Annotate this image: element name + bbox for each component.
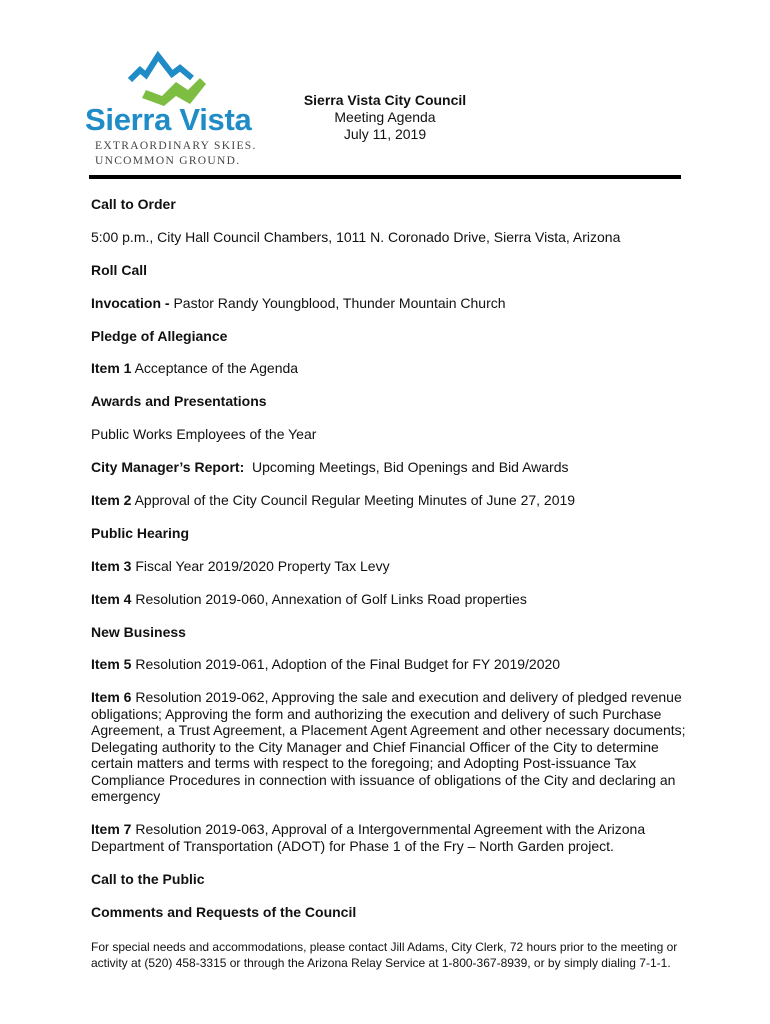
call-to-public-heading: Call to the Public: [91, 870, 205, 887]
agenda-body: [91, 196, 691, 936]
agenda-item-2: Item 2 Approval of the City Council Regular Meeting Minutes of June 27, 2019: [91, 492, 576, 509]
agenda-item-6: Item 6 Resolution 2019-062, Approving the sale and execution and delivery of pledged revenue obligations; Approving the form and authorizing the execution and delivery of such Purchase Agreement, a Trust Agreement, a Placement Agent Agreement and other necessary documents; Delegating authority to the City Manager and Chief Financial Officer of the City to determine certain matters and terms with respect to the foregoing; and Adopting Post-issuance Tax Compliance Procedures in connection with issuance of obligations of the City and declaring an emergency: [91, 689, 686, 805]
agenda-header: [290, 92, 480, 143]
meeting-location: 5:00 p.m., City Hall Council Chambers, 1011 N. Coronado Drive, Sierra Vista, Arizona: [91, 228, 621, 245]
header-divider: [89, 175, 681, 179]
logo-name: Sierra Vista: [85, 102, 252, 137]
roll-call-heading: Roll Call: [91, 261, 148, 278]
mountain-logo-icon: [128, 48, 208, 108]
council-comments-heading: Comments and Requests of the Council: [91, 903, 357, 920]
sierra-vista-logo: [82, 48, 257, 168]
logo-tagline-1: EXTRAORDINARY SKIES.: [95, 140, 257, 152]
council-title: Sierra Vista City Council: [303, 92, 467, 108]
pledge-heading: Pledge of Allegiance: [91, 327, 228, 344]
accommodations-notice: For special needs and accommodations, please contact Jill Adams, City Clerk, 72 hours prior to the meeting or activity at (520) 458-3315 or through the Arizona Relay Service at 1-800-367-8939, or by simply dialing 7-1-1.: [91, 940, 678, 970]
city-manager-report: City Manager’s Report: Upcoming Meetings, Bid Openings and Bid Awards: [91, 459, 569, 476]
agenda-item-4: Item 4 Resolution 2019-060, Annexation of Golf Links Road properties: [91, 590, 527, 607]
agenda-item-1: Item 1 Acceptance of the Agenda: [91, 360, 299, 377]
public-hearing-heading: Public Hearing: [91, 524, 190, 541]
agenda-subtitle: Meeting Agenda: [334, 109, 436, 125]
call-to-order-heading: Call to Order: [91, 196, 176, 212]
awards-heading: Awards and Presentations: [91, 393, 267, 410]
agenda-item-7: Item 7 Resolution 2019-063, Approval of a Intergovernmental Agreement with the Arizona Department of Transportation (ADOT) for Phase 1 of the Fry – North Garden project.: [91, 821, 646, 854]
agenda-item-5: Item 5 Resolution 2019-061, Adoption of the Final Budget for FY 2019/2020: [91, 656, 561, 673]
invocation-item: Invocation - Pastor Randy Youngblood, Thunder Mountain Church: [91, 294, 506, 311]
public-works-item: Public Works Employees of the Year: [91, 426, 317, 443]
logo-tagline-2: UNCOMMON GROUND.: [95, 155, 241, 167]
agenda-item-3: Item 3 Fiscal Year 2019/2020 Property Tax Levy: [91, 557, 390, 574]
new-business-heading: New Business: [91, 623, 186, 640]
meeting-date: July 11, 2019: [343, 126, 427, 142]
